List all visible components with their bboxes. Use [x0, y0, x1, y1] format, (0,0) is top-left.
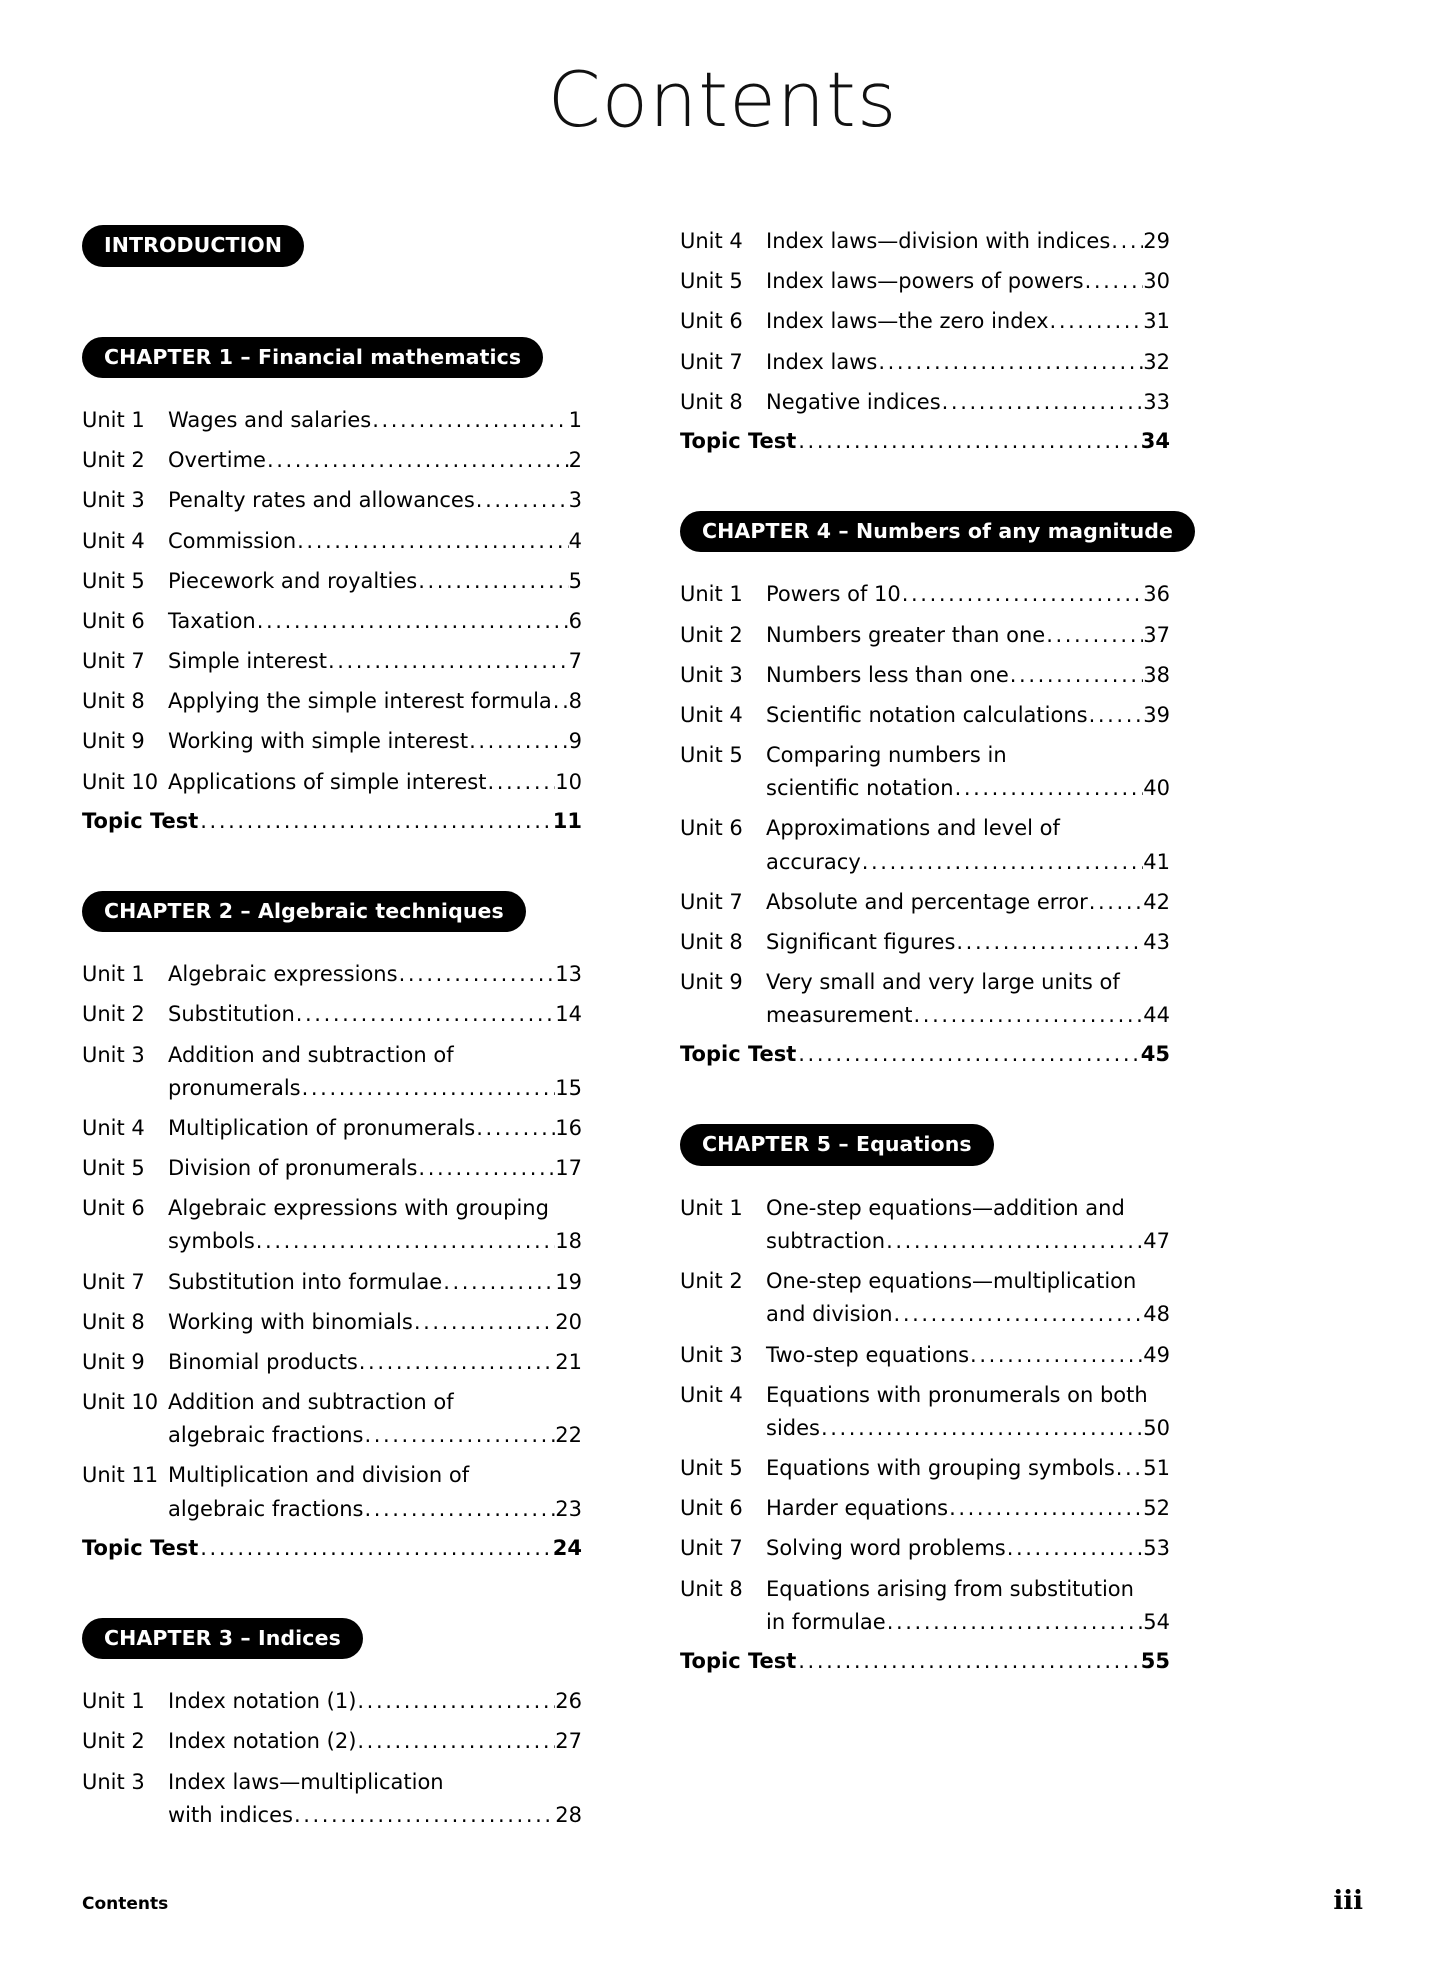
unit-title: Working with binomials: [168, 1309, 413, 1334]
toc-entry[interactable]: [680, 578, 1170, 611]
unit-number: Unit 11: [82, 1463, 159, 1488]
unit-number: Unit 3: [680, 1342, 743, 1367]
dot-leader: [969, 1339, 1143, 1372]
unit-number: Unit 10: [82, 1390, 159, 1415]
toc-entry[interactable]: [82, 1725, 582, 1758]
unit-title-line2: pronumerals: [168, 1075, 301, 1100]
unit-title: Index laws: [766, 349, 878, 374]
dot-leader: [893, 1298, 1144, 1331]
unit-title: Substitution into formulae: [168, 1269, 443, 1294]
unit-number: Unit 2: [680, 1269, 743, 1294]
dot-leader: [198, 1536, 548, 1560]
unit-number: Unit 2: [82, 1002, 145, 1027]
unit-title: One-step equations—multiplication: [766, 1269, 1137, 1294]
unit-title-line2: subtraction: [766, 1229, 886, 1254]
dot-leader: [417, 565, 568, 598]
dot-leader: [327, 645, 569, 678]
unit-title: Piecework and royalties: [168, 568, 418, 593]
dot-leader: [877, 346, 1143, 379]
chapter-section-1: [82, 337, 582, 833]
toc-entry[interactable]: [680, 1452, 1170, 1485]
unit-title-line2: algebraic fractions: [168, 1423, 364, 1448]
topic-test-row[interactable]: [680, 1649, 1170, 1673]
toc-entry[interactable]: [82, 958, 582, 991]
dot-leader: [1049, 305, 1144, 338]
page-number: 42: [1143, 889, 1170, 914]
toc-entry[interactable]: [82, 404, 582, 437]
page-number: 52: [1143, 1496, 1170, 1521]
page-number: 10: [555, 769, 582, 794]
unit-number: Unit 1: [82, 1689, 145, 1714]
unit-number: Unit 10: [82, 769, 159, 794]
page-number: 48: [1143, 1302, 1170, 1327]
unit-title-line2: algebraic fractions: [168, 1496, 364, 1521]
unit-title: Equations arising from substitution: [766, 1576, 1134, 1601]
chapter-3-continued: [680, 225, 1170, 453]
toc-entry[interactable]: [680, 619, 1170, 652]
unit-number: Unit 6: [82, 1196, 145, 1221]
dot-leader: [266, 444, 569, 477]
unit-title: Index notation (1): [168, 1689, 357, 1714]
page-number: 31: [1143, 309, 1170, 334]
unit-title: Scientific notation calculations: [766, 702, 1088, 727]
left-column: [82, 225, 582, 1839]
unit-title: Substitution: [168, 1002, 295, 1027]
unit-title: Comparing numbers in: [766, 743, 1007, 768]
unit-title: Taxation: [168, 608, 256, 633]
page-number: 37: [1143, 622, 1170, 647]
toc-entry[interactable]: [82, 1266, 582, 1299]
unit-title-line2: in formulae: [766, 1609, 886, 1634]
unit-number: Unit 1: [82, 408, 145, 432]
page-number: 23: [555, 1496, 582, 1521]
dot-leader: [295, 998, 556, 1031]
page-number: 44: [1143, 1003, 1170, 1028]
dot-leader: [363, 1419, 555, 1452]
unit-number: Unit 1: [680, 1195, 743, 1220]
chapter-3-pill[interactable]: CHAPTER 3 – Indices: [82, 1618, 363, 1660]
page-title: Contents: [547, 55, 898, 144]
unit-number: Unit 6: [680, 816, 743, 841]
dot-leader: [552, 685, 569, 718]
toc-entry[interactable]: [680, 812, 1170, 878]
unit-number: Unit 3: [680, 662, 743, 687]
dot-leader: [417, 1152, 555, 1185]
page-number: 16: [555, 1115, 582, 1140]
toc-entry[interactable]: [680, 305, 1170, 338]
topic-test-label: Topic Test: [82, 1535, 199, 1560]
dot-leader: [468, 725, 569, 758]
page-number: 49: [1143, 1342, 1170, 1367]
unit-title-line2: sides: [766, 1415, 820, 1440]
topic-test-label: Topic Test: [680, 1042, 797, 1067]
dot-leader: [356, 1725, 555, 1758]
dot-leader: [1088, 886, 1144, 919]
unit-number: Unit 3: [82, 1042, 145, 1067]
unit-title: Numbers less than one: [766, 662, 1009, 687]
toc-entry[interactable]: [82, 444, 582, 477]
toc-entry[interactable]: [82, 1192, 582, 1258]
unit-number: Unit 9: [82, 729, 145, 754]
dot-leader: [886, 1606, 1144, 1639]
page-number: 29: [1143, 229, 1170, 253]
unit-number: Unit 5: [680, 269, 743, 294]
dot-leader: [363, 1493, 555, 1526]
dot-leader: [820, 1412, 1143, 1445]
page-number: 40: [1143, 776, 1170, 801]
toc-entry[interactable]: [82, 1306, 582, 1339]
unit-title: Powers of 10: [766, 582, 901, 607]
dot-leader: [398, 958, 556, 991]
page-number: 14: [555, 1002, 582, 1027]
dot-leader: [1045, 619, 1143, 652]
unit-title-line2: with indices: [168, 1802, 293, 1827]
toc-entry[interactable]: [680, 386, 1170, 419]
toc-entry[interactable]: [82, 1039, 582, 1105]
unit-title: Addition and subtraction of: [168, 1042, 454, 1067]
dot-leader: [475, 484, 569, 517]
toc-entry[interactable]: [82, 766, 582, 799]
chapter-section-2: [82, 891, 582, 1560]
unit-number: Unit 8: [680, 929, 743, 954]
unit-number: Unit 4: [680, 229, 743, 253]
unit-title: Index laws—powers of powers: [766, 269, 1084, 294]
chapter-section-3: [82, 1618, 582, 1832]
unit-number: Unit 2: [82, 448, 145, 473]
toc-entry[interactable]: [82, 645, 582, 678]
toc-entry[interactable]: [82, 1766, 582, 1832]
unit-title: Algebraic expressions: [168, 962, 398, 987]
page-number: 33: [1143, 389, 1170, 414]
chapter-section-5: [680, 1124, 1170, 1673]
toc-entry[interactable]: [680, 1532, 1170, 1565]
dot-leader: [486, 766, 555, 799]
page-number: 5: [568, 568, 582, 593]
toc-entry[interactable]: [82, 1459, 582, 1525]
unit-number: Unit 6: [680, 1496, 743, 1521]
unit-number: Unit 1: [680, 582, 743, 607]
dot-leader: [885, 1225, 1143, 1258]
toc-entry[interactable]: [680, 1492, 1170, 1525]
page-number: 9: [568, 729, 582, 754]
dot-leader: [413, 1306, 555, 1339]
dot-leader: [356, 1685, 555, 1718]
dot-leader: [913, 999, 1144, 1032]
toc-entry[interactable]: [680, 346, 1170, 379]
dot-leader: [442, 1266, 555, 1299]
unit-number: Unit 4: [680, 1382, 743, 1407]
dot-leader: [1088, 699, 1144, 732]
unit-title-line2: and division: [766, 1302, 893, 1327]
unit-title: Significant figures: [766, 929, 956, 954]
toc-entry[interactable]: [82, 1685, 582, 1718]
toc-entry[interactable]: [680, 966, 1170, 1032]
toc-entry[interactable]: [82, 998, 582, 1031]
unit-title: Harder equations: [766, 1496, 949, 1521]
chapter-2-pill[interactable]: CHAPTER 2 – Algebraic techniques: [82, 891, 526, 933]
page-number: 11: [552, 808, 582, 833]
toc-entry[interactable]: [82, 725, 582, 758]
unit-number: Unit 8: [82, 689, 145, 714]
unit-title: Binomial products: [168, 1349, 358, 1374]
toc-entry[interactable]: [680, 699, 1170, 732]
unit-number: Unit 7: [82, 649, 145, 674]
unit-title: Working with simple interest: [168, 729, 469, 754]
dot-leader: [901, 578, 1144, 611]
chapter-4-pill[interactable]: CHAPTER 4 – Numbers of any magnitude: [680, 511, 1195, 553]
page-footer: [82, 1886, 1363, 1916]
footer-page-number: iii: [1333, 1886, 1363, 1916]
chapter-5-pill[interactable]: CHAPTER 5 – Equations: [680, 1124, 994, 1166]
unit-title: Absolute and percentage error: [766, 889, 1088, 914]
topic-test-label: Topic Test: [680, 1648, 797, 1673]
unit-title: Overtime: [168, 448, 266, 473]
toc-entry[interactable]: [82, 565, 582, 598]
page-number: 53: [1143, 1536, 1170, 1561]
dot-leader: [954, 772, 1144, 805]
unit-title: Applying the simple interest formula: [168, 689, 552, 714]
page-number: 27: [555, 1729, 582, 1754]
unit-title: Algebraic expressions with grouping: [168, 1196, 549, 1221]
introduction-pill[interactable]: INTRODUCTION: [82, 225, 304, 267]
page-number: 1: [568, 408, 582, 432]
toc-entry[interactable]: [680, 739, 1170, 805]
toc-entry[interactable]: [680, 659, 1170, 692]
unit-title: Index laws—multiplication: [168, 1769, 444, 1794]
topic-test-row[interactable]: [680, 1042, 1170, 1066]
page-number: 39: [1143, 702, 1170, 727]
page-number: 2: [568, 448, 582, 473]
toc-entry[interactable]: [680, 1265, 1170, 1331]
unit-title: Index laws—the zero index: [766, 309, 1049, 334]
page-number: 3: [568, 488, 582, 513]
dot-leader: [198, 809, 548, 833]
unit-number: Unit 2: [680, 622, 743, 647]
unit-title: Index notation (2): [168, 1729, 357, 1754]
dot-leader: [293, 1799, 555, 1832]
unit-number: Unit 1: [82, 962, 145, 987]
unit-title: Equations with pronumerals on both: [766, 1382, 1148, 1407]
topic-test-label: Topic Test: [680, 428, 797, 453]
toc-entry[interactable]: [680, 1192, 1170, 1258]
unit-number: Unit 8: [680, 389, 743, 414]
toc-entry[interactable]: [82, 525, 582, 558]
page-number: 54: [1143, 1609, 1170, 1634]
unit-title: Simple interest: [168, 649, 327, 674]
toc-entry[interactable]: [680, 926, 1170, 959]
toc-entry[interactable]: [680, 225, 1170, 258]
unit-number: Unit 7: [82, 1269, 145, 1294]
dot-leader: [796, 429, 1136, 453]
dot-leader: [358, 1346, 555, 1379]
unit-number: Unit 4: [82, 528, 145, 553]
dot-leader: [1084, 265, 1144, 298]
page-number: 22: [555, 1423, 582, 1448]
footer-section-label: Contents: [82, 1894, 169, 1914]
dot-leader: [475, 1112, 555, 1145]
right-column: [680, 225, 1174, 1839]
dot-leader: [941, 386, 1144, 419]
dot-leader: [1110, 225, 1143, 258]
unit-title: Very small and very large units of: [766, 970, 1120, 995]
chapter-section-4: [680, 511, 1174, 1067]
dot-leader: [1009, 659, 1144, 692]
dot-leader: [861, 846, 1144, 879]
page-number: 20: [555, 1309, 582, 1334]
page-number: 19: [555, 1269, 582, 1294]
unit-title: One-step equations—addition and: [766, 1195, 1125, 1220]
dot-leader: [796, 1649, 1136, 1673]
dot-leader: [948, 1492, 1143, 1525]
page-number: 18: [555, 1229, 582, 1254]
page-number: 17: [555, 1156, 582, 1181]
page-number: 21: [555, 1349, 582, 1374]
page-number: 7: [568, 649, 582, 674]
page-number: 36: [1143, 582, 1170, 607]
toc-entry[interactable]: [680, 1339, 1170, 1372]
unit-number: Unit 7: [680, 349, 743, 374]
unit-title-line2: symbols: [168, 1229, 255, 1254]
page-number: 13: [555, 962, 582, 987]
unit-title: Wages and salaries: [168, 408, 372, 432]
unit-title-line2: measurement: [766, 1003, 913, 1028]
unit-number: Unit 4: [82, 1115, 145, 1140]
unit-title: Index laws—division with indices: [766, 229, 1111, 253]
unit-number: Unit 9: [82, 1349, 145, 1374]
unit-title: Equations with grouping symbols: [766, 1456, 1115, 1481]
unit-number: Unit 2: [82, 1729, 145, 1754]
dot-leader: [955, 926, 1143, 959]
dot-leader: [796, 1042, 1136, 1066]
dot-leader: [301, 1072, 556, 1105]
unit-title: Negative indices: [766, 389, 941, 414]
chapter-1-pill[interactable]: CHAPTER 1 – Financial mathematics: [82, 337, 543, 379]
unit-title: Multiplication and division of: [168, 1463, 470, 1488]
toc-entry[interactable]: [82, 1152, 582, 1185]
unit-number: Unit 8: [680, 1576, 743, 1601]
page-number: 30: [1143, 269, 1170, 294]
page-number: 34: [1140, 428, 1170, 453]
toc-entry[interactable]: [680, 886, 1170, 919]
unit-number: Unit 7: [680, 889, 743, 914]
unit-title: Numbers greater than one: [766, 622, 1046, 647]
unit-number: Unit 6: [82, 608, 145, 633]
topic-test-row[interactable]: [82, 809, 582, 833]
toc-entry[interactable]: [82, 1386, 582, 1452]
unit-number: Unit 5: [680, 743, 743, 768]
unit-title: Applications of simple interest: [168, 769, 487, 794]
unit-title: Two-step equations: [766, 1342, 970, 1367]
topic-test-row[interactable]: [82, 1536, 582, 1560]
page-number: 6: [568, 608, 582, 633]
unit-number: Unit 5: [82, 568, 145, 593]
page-number: 15: [555, 1075, 582, 1100]
page-number: 28: [555, 1802, 582, 1827]
page-number: 24: [552, 1535, 582, 1560]
dot-leader: [256, 605, 569, 638]
page-number: 41: [1143, 849, 1170, 874]
toc-entry[interactable]: [680, 1379, 1170, 1445]
unit-title: Penalty rates and allowances: [168, 488, 475, 513]
unit-number: Unit 7: [680, 1536, 743, 1561]
unit-number: Unit 3: [82, 488, 145, 513]
page-number: 8: [568, 689, 582, 714]
unit-number: Unit 8: [82, 1309, 145, 1334]
dot-leader: [255, 1225, 555, 1258]
dot-leader: [1115, 1452, 1143, 1485]
dot-leader: [1006, 1532, 1144, 1565]
toc-entry[interactable]: [82, 1346, 582, 1379]
page-number: 55: [1140, 1648, 1170, 1673]
unit-title: Solving word problems: [766, 1536, 1006, 1561]
introduction-section: [82, 225, 582, 267]
unit-number: Unit 6: [680, 309, 743, 334]
unit-number: Unit 4: [680, 702, 743, 727]
unit-title: Approximations and level of: [766, 816, 1060, 841]
toc-entry[interactable]: [680, 1573, 1170, 1639]
unit-title: Division of pronumerals: [168, 1156, 418, 1181]
toc-entry[interactable]: [82, 685, 582, 718]
topic-test-label: Topic Test: [82, 808, 199, 833]
toc-entry[interactable]: [82, 1112, 582, 1145]
page-number: 47: [1143, 1229, 1170, 1254]
dot-leader: [371, 404, 568, 437]
topic-test-row[interactable]: [680, 429, 1170, 453]
unit-number: Unit 3: [82, 1769, 145, 1794]
page-number: 32: [1143, 349, 1170, 374]
page-number: 43: [1143, 929, 1170, 954]
unit-title: Addition and subtraction of: [168, 1390, 454, 1415]
contents-columns: [0, 225, 1445, 1839]
toc-entry[interactable]: [82, 484, 582, 517]
unit-title: Multiplication of pronumerals: [168, 1115, 476, 1140]
dot-leader: [296, 525, 568, 558]
unit-title-line2: scientific notation: [766, 776, 954, 801]
page-number: 51: [1143, 1456, 1170, 1481]
page-number: 4: [568, 528, 582, 553]
unit-title: Commission: [168, 528, 297, 553]
unit-number: Unit 5: [82, 1156, 145, 1181]
page-number: 45: [1140, 1042, 1170, 1067]
unit-title-line2: accuracy: [766, 849, 861, 874]
page-number: 50: [1143, 1415, 1170, 1440]
toc-entry[interactable]: [82, 605, 582, 638]
toc-entry[interactable]: [680, 265, 1170, 298]
unit-number: Unit 9: [680, 970, 743, 995]
page-number: 38: [1143, 662, 1170, 687]
unit-number: Unit 5: [680, 1456, 743, 1481]
page-number: 26: [555, 1689, 582, 1714]
